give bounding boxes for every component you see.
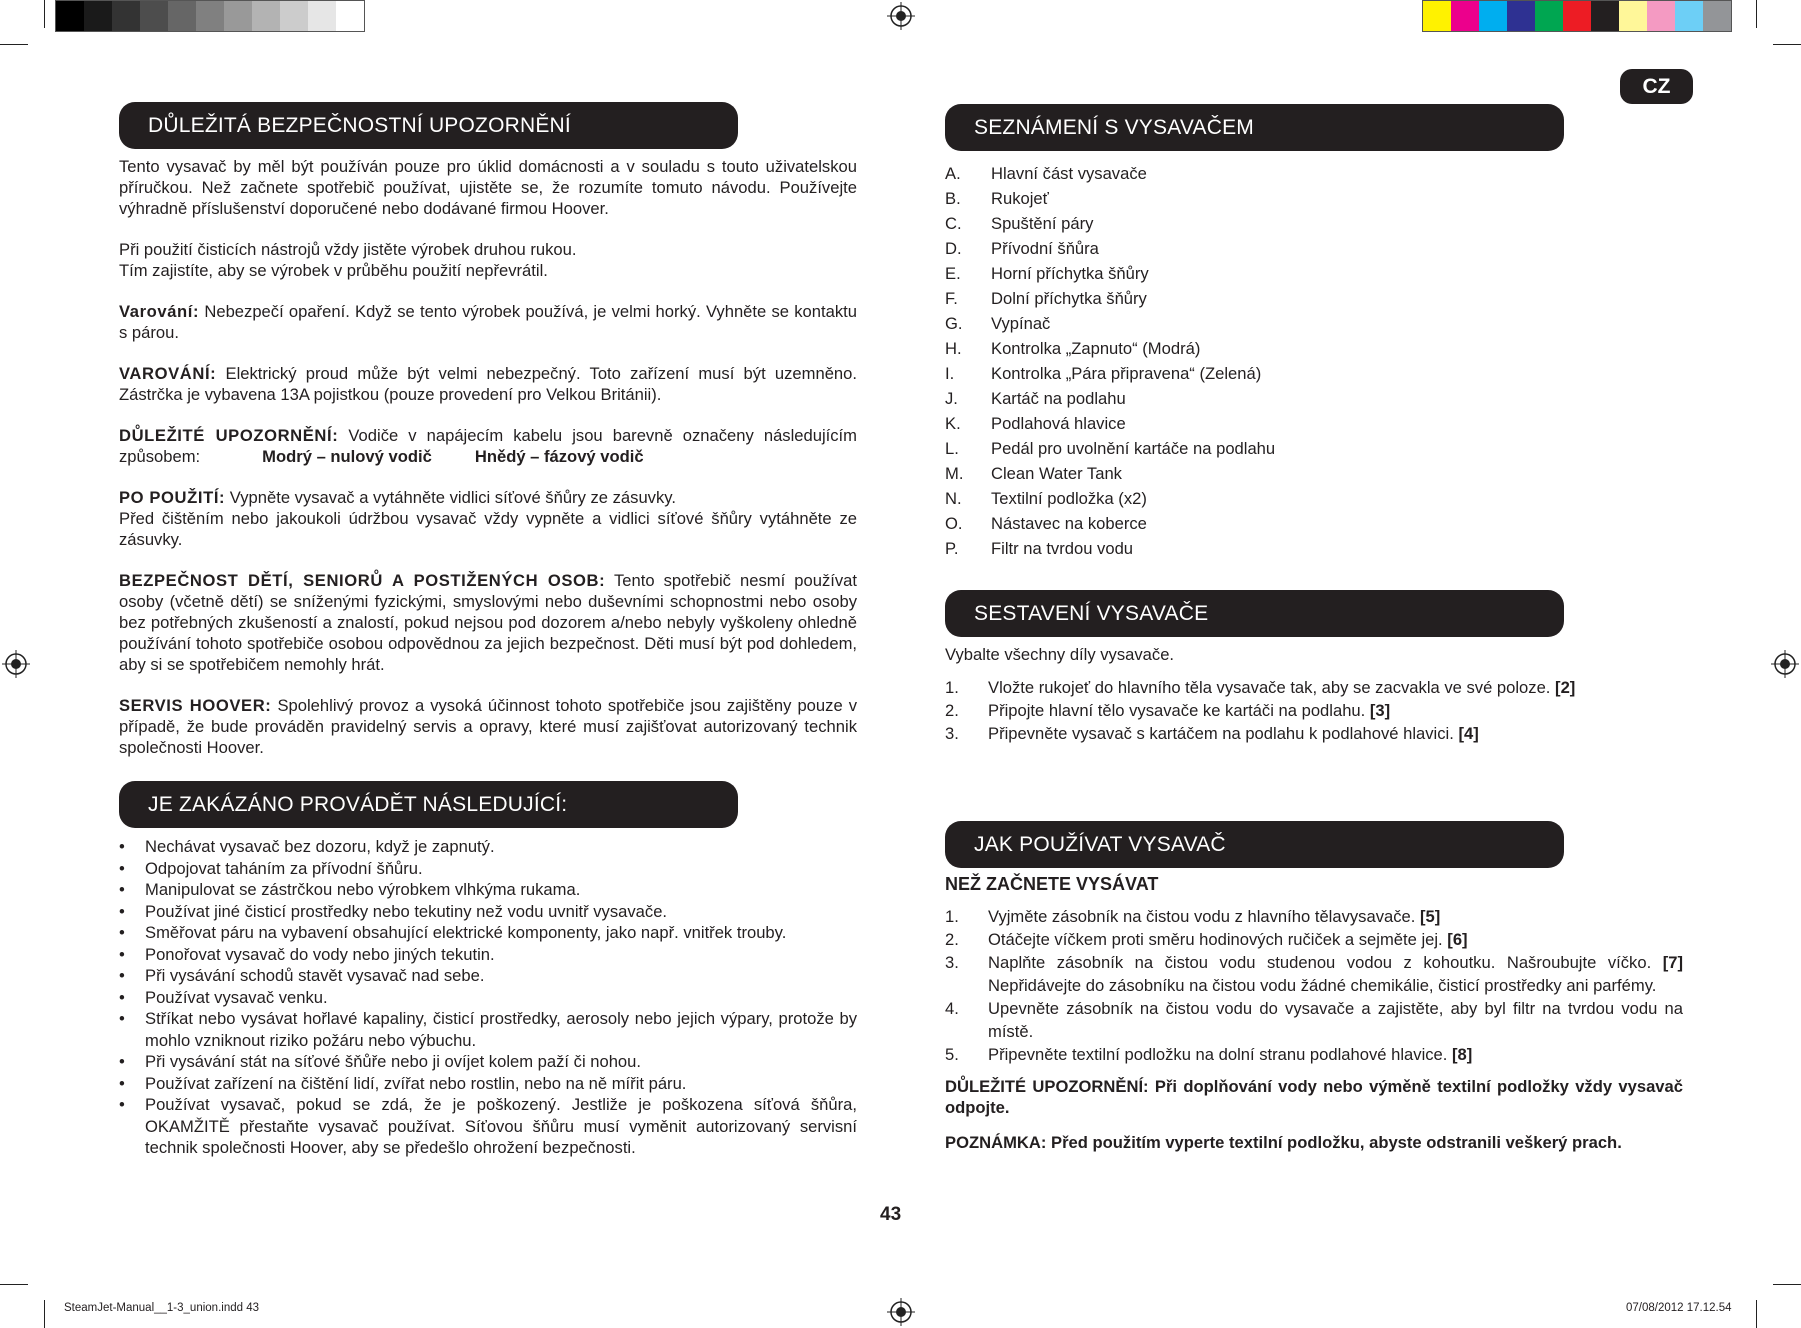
color-swatch: [336, 1, 364, 31]
list-item: [945, 436, 1683, 461]
step-text: Vložte rukojeť do hlavního těla vysavače tak, aby se zacvakla ve své poloze.: [988, 678, 1551, 697]
use-heading: [945, 821, 1564, 868]
part-letter: J.: [945, 389, 958, 408]
footer-file: SteamJet-Manual__1-3_union.indd 43: [64, 1302, 259, 1314]
color-swatch: [168, 1, 196, 31]
list-item: • Používat vysavač, pokud se zdá, že je poškozený. Jestliže je poškozena síťová šňůra, OKAMŽITĚ přestaňte vysavač používat. Síťovou šňůru musí vyměnit autorizovaný servisní technik společnosti Hoover, aby se předešlo ohrožení bezpečnosti.: [119, 1094, 857, 1159]
use-section: [945, 874, 1683, 1153]
process-color-bar: [1422, 0, 1732, 32]
color-swatch: [252, 1, 280, 31]
part-label: Dolní příchytka šňůry: [991, 289, 1147, 308]
list-item: • Nechávat vysavač bez dozoru, když je zapnutý.: [119, 836, 857, 858]
list-item: • Při vysávání stát na síťové šňůře nebo ji ovíjet kolem paží či nohou.: [119, 1051, 857, 1073]
forbidden-list-wrap: [119, 836, 857, 1159]
part-label: Rukojeť: [991, 189, 1049, 208]
list-item: [945, 511, 1683, 536]
list-item: [945, 236, 1683, 261]
part-label: Spuštění páry: [991, 214, 1094, 233]
list-item: [945, 186, 1683, 211]
list-item: [945, 905, 1683, 928]
scald-warning: [119, 301, 857, 343]
list-item: • Při vysávání schodů stavět vysavač nad sebe.: [119, 965, 857, 987]
part-letter: G.: [945, 314, 963, 333]
list-item: [945, 536, 1683, 561]
step-text: Připevněte vysavač s kartáčem na podlahu k podlahové hlavici.: [988, 724, 1454, 743]
intro-paragraph: Tento vysavač by měl být používán pouze pro úklid domácnosti a v souladu s touto uživatelskou příručkou. Než začnete spotřebič používat, ujistěte se, že rozumíte tomuto návodu. Používejte výhradně příslušenství doporučené nebo dodávané firmou Hoover.: [119, 157, 857, 218]
registration-mark-icon: [887, 1298, 915, 1326]
step-text: Upevněte zásobník na čistou vodu do vysavače a zajistěte, aby byl filtr na tvrdou vodu na místě.: [988, 999, 1683, 1041]
wiring-notice-label: DŮLEŽITÉ UPOZORNĚNÍ:: [119, 426, 339, 445]
wiring-notice-text: Vodiče v napájecím kabelu jsou barevně označeny následujícím způsobem:: [119, 426, 857, 466]
list-item: • Manipulovat se zástrčkou nebo výrobkem vlhkýma rukama.: [119, 879, 857, 901]
parts-list: [945, 161, 1683, 561]
note: POZNÁMKA: Před použitím vyperte textilní podložku, abyste odstranili veškerý prach.: [945, 1133, 1622, 1152]
color-swatch: [56, 1, 84, 31]
step-number: 3.: [945, 953, 959, 972]
part-label: Pedál pro uvolnění kartáče na podlahu: [991, 439, 1276, 458]
part-letter: B.: [945, 189, 961, 208]
assembly-intro: Vybalte všechny díly vysavače.: [945, 645, 1175, 664]
child-safety-paragraph: [119, 570, 857, 675]
part-letter: K.: [945, 414, 961, 433]
part-letter: H.: [945, 339, 962, 358]
registration-mark-icon: [887, 2, 915, 30]
crop-mark: [1773, 44, 1801, 45]
scald-warning-label: Varování:: [119, 302, 200, 321]
list-item: • Stříkat nebo vysávat hořlavé kapaliny, čisticí prostředky, aerosoly nebo jejich výpary, protože by mohlo vzniknout riziko požáru nebo výbuchu.: [119, 1008, 857, 1051]
color-swatch: [308, 1, 336, 31]
figure-ref: [6]: [1447, 930, 1468, 949]
footer-date: 07/08/2012 17.12.54: [1626, 1302, 1732, 1314]
figure-ref: [3]: [1369, 701, 1391, 720]
list-item: • Používat vysavač venku.: [119, 987, 857, 1009]
part-label: Nástavec na koberce: [991, 514, 1147, 533]
part-letter: A.: [945, 164, 961, 183]
color-swatch: [280, 1, 308, 31]
assembly-heading-text: SESTAVENÍ VYSAVAČE: [974, 601, 1209, 625]
list-item: [945, 286, 1683, 311]
part-letter: L.: [945, 439, 959, 458]
part-label: Hlavní část vysavače: [991, 164, 1147, 183]
part-letter: M.: [945, 464, 964, 483]
color-swatch: [1703, 1, 1731, 31]
step-text: Otáčejte víčkem proti směru hodinových ručiček a sejměte jej.: [988, 930, 1443, 949]
figure-ref: [5]: [1420, 907, 1441, 926]
crop-mark: [0, 44, 28, 45]
electric-warning: [119, 363, 857, 405]
scald-warning-text: Nebezpečí opaření. Když se tento výrobek používá, je velmi horký. Vyhněte se kontaktu s párou.: [119, 302, 857, 342]
list-item: [945, 386, 1683, 411]
part-letter: C.: [945, 214, 962, 233]
list-item: [945, 676, 1683, 699]
service-paragraph: [119, 695, 857, 758]
figure-ref: [7]: [1662, 953, 1683, 972]
list-item: [945, 486, 1683, 511]
electric-warning-text: Elektrický proud může být velmi nebezpečný. Toto zařízení musí být uzemněno. Zástrčka je vybavena 13A pojistkou (pouze provedení pro Velkou Británii).: [119, 364, 857, 404]
step-number: 2.: [945, 930, 959, 949]
color-swatch: [1591, 1, 1619, 31]
part-label: Přívodní šňůra: [991, 239, 1099, 258]
after-use-text-2: Před čištěním nebo jakoukoli údržbou vysavač vždy vypněte a vidlici síťové šňůry vytáhněte ze zásuvky.: [119, 509, 857, 549]
color-swatch: [1451, 1, 1479, 31]
color-swatch: [1563, 1, 1591, 31]
parts-list-wrap: [945, 161, 1683, 561]
after-use-text: Vypněte vysavač a vytáhněte vidlici síťové šňůry ze zásuvky.: [225, 488, 676, 507]
service-text: Spolehlivý provoz a vysoká účinnost tohoto spotřebiče jsou zajištěny pouze v případě, že bude prováděn pravidelný servis a opravy, které musí zajišťovat autorizovaný technik společnosti Hoover.: [119, 696, 857, 757]
color-swatch: [1479, 1, 1507, 31]
step-text: Naplňte zásobník na čistou vodu studenou vodou z kohoutku. Našroubujte víčko.: [988, 953, 1652, 972]
part-label: Vypínač: [991, 314, 1051, 333]
safety-heading: [119, 102, 738, 149]
service-label: SERVIS HOOVER:: [119, 696, 272, 715]
list-item: [945, 951, 1683, 997]
part-letter: P.: [945, 539, 959, 558]
list-item: [945, 161, 1683, 186]
step-text: Vyjměte zásobník na čistou vodu z hlavního tělavysavače.: [988, 907, 1416, 926]
figure-ref: [2]: [1555, 678, 1576, 697]
list-item: [945, 1043, 1683, 1066]
wire-blue: Modrý – nulový vodič: [262, 447, 432, 466]
color-swatch: [1423, 1, 1451, 31]
step-text: Připevněte textilní podložku na dolní stranu podlahové hlavice.: [988, 1045, 1448, 1064]
color-swatch: [1619, 1, 1647, 31]
part-letter: E.: [945, 264, 961, 283]
list-item: [945, 928, 1683, 951]
forbidden-heading-text: JE ZAKÁZÁNO PROVÁDĚT NÁSLEDUJÍCÍ:: [148, 792, 568, 816]
before-heading: NEŽ ZAČNETE VYSÁVAT: [945, 874, 1159, 894]
after-use-paragraph: [119, 487, 857, 550]
step-number: 4.: [945, 999, 959, 1018]
list-item: [945, 311, 1683, 336]
color-swatch: [196, 1, 224, 31]
step-number: 3.: [945, 724, 959, 743]
list-item: • Odpojovat taháním za přívodní šňůru.: [119, 858, 857, 880]
wire-brown: Hnědý – fázový vodič: [474, 447, 644, 466]
list-item: [945, 211, 1683, 236]
color-swatch: [1535, 1, 1563, 31]
list-item: [945, 261, 1683, 286]
list-item: [945, 722, 1683, 745]
assembly-steps: [945, 676, 1683, 745]
electric-warning-label: VAROVÁNÍ:: [119, 364, 217, 383]
crop-mark: [0, 1284, 28, 1285]
list-item: [945, 411, 1683, 436]
step-number: 1.: [945, 678, 959, 697]
registration-mark-icon: [1771, 650, 1799, 678]
step-number: 2.: [945, 701, 959, 720]
list-item: [945, 361, 1683, 386]
part-letter: I.: [945, 364, 955, 383]
crop-mark: [44, 0, 45, 28]
list-item: [945, 461, 1683, 486]
wiring-notice: [119, 425, 857, 467]
step-number: 5.: [945, 1045, 959, 1064]
list-item: • Používat zařízení na čištění lidí, zvířat nebo rostlin, nebo na ně mířit páru.: [119, 1073, 857, 1095]
step-text: Nepřidávejte do zásobníku na čistou vodu žádné chemikálie, čisticí prostředky ani parfémy.: [988, 976, 1657, 995]
color-swatch: [140, 1, 168, 31]
part-label: Textilní podložka (x2): [991, 489, 1147, 508]
language-badge: CZ: [1620, 69, 1693, 104]
tools-line-1: Při použití čisticích nástrojů vždy jistěte výrobek druhou rukou.: [119, 240, 577, 259]
list-item: • Používat jiné čisticí prostředky nebo tekutiny než vodu uvnitř vysavače.: [119, 901, 857, 923]
after-use-label: PO POUŽITÍ:: [119, 488, 226, 507]
intro-heading: [945, 104, 1564, 151]
safety-heading-text: DŮLEŽITÁ BEZPEČNOSTNÍ UPOZORNĚNÍ: [148, 113, 571, 137]
color-swatch: [1507, 1, 1535, 31]
important-note: DŮLEŽITÉ UPOZORNĚNÍ: Při doplňování vody nebo výměně textilní podložky vždy vysavač odpojte.: [945, 1077, 1683, 1117]
use-heading-text: JAK POUŽÍVAT VYSAVAČ: [974, 832, 1226, 856]
step-text: Připojte hlavní tělo vysavače ke kartáči na podlahu.: [988, 701, 1366, 720]
part-label: Filtr na tvrdou vodu: [991, 539, 1134, 558]
color-swatch: [84, 1, 112, 31]
grayscale-color-bar: [55, 0, 365, 32]
use-steps: [945, 905, 1683, 1066]
part-label: Kontrolka „Zapnuto“ (Modrá): [991, 339, 1201, 358]
assembly-section: [945, 644, 1683, 745]
step-number: 1.: [945, 907, 959, 926]
assembly-heading: [945, 590, 1564, 637]
part-label: Kartáč na podlahu: [991, 389, 1126, 408]
list-item: • Směřovat páru na vybavení obsahující elektrické komponenty, jako např. vnitřek trouby.: [119, 922, 857, 944]
part-letter: N.: [945, 489, 962, 508]
crop-mark: [1773, 1284, 1801, 1285]
part-label: Horní příchytka šňůry: [991, 264, 1149, 283]
color-swatch: [112, 1, 140, 31]
forbidden-list: [119, 836, 857, 1159]
tools-paragraph: [119, 239, 857, 281]
registration-mark-icon: [2, 650, 30, 678]
list-item: [945, 699, 1683, 722]
part-label: Clean Water Tank: [991, 464, 1122, 483]
figure-ref: [4]: [1458, 724, 1479, 743]
intro-heading-text: SEZNÁMENÍ S VYSAVAČEM: [974, 115, 1254, 139]
list-item: [945, 336, 1683, 361]
crop-mark: [1756, 1300, 1757, 1328]
child-safety-label: BEZPEČNOST DĚTÍ, SENIORŮ A POSTIŽENÝCH OSOB:: [119, 571, 606, 590]
figure-ref: [8]: [1452, 1045, 1473, 1064]
tools-line-2: Tím zajistíte, aby se výrobek v průběhu použití nepřevrátil.: [119, 261, 548, 280]
safety-text: [119, 156, 857, 778]
list-item: [945, 997, 1683, 1043]
child-safety-text: Tento spotřebič nesmí používat osoby (včetně dětí) se sníženými fyzickými, smyslovými nebo duševními schopnostmi nebo osoby bez potřebných zkušeností a znalostí, pokud nejsou pod dozorem a/nebo nebyly vyškoleny ohledně používání tohoto spotřebiče osobou odpovědnou za jejich bezpečnost. Děti musí být pod dohledem, aby si se spotřebičem nemohly hrát.: [119, 571, 857, 674]
color-swatch: [1675, 1, 1703, 31]
crop-mark: [1756, 0, 1757, 28]
list-item: • Ponořovat vysavač do vody nebo jiných tekutin.: [119, 944, 857, 966]
part-label: Kontrolka „Pára připravena“ (Zelená): [991, 364, 1262, 383]
crop-mark: [44, 1300, 45, 1328]
part-letter: F.: [945, 289, 958, 308]
part-letter: D.: [945, 239, 962, 258]
color-swatch: [224, 1, 252, 31]
color-swatch: [1647, 1, 1675, 31]
forbidden-heading: [119, 781, 738, 828]
part-label: Podlahová hlavice: [991, 414, 1126, 433]
page-number: 43: [880, 1204, 902, 1225]
part-letter: O.: [945, 514, 963, 533]
